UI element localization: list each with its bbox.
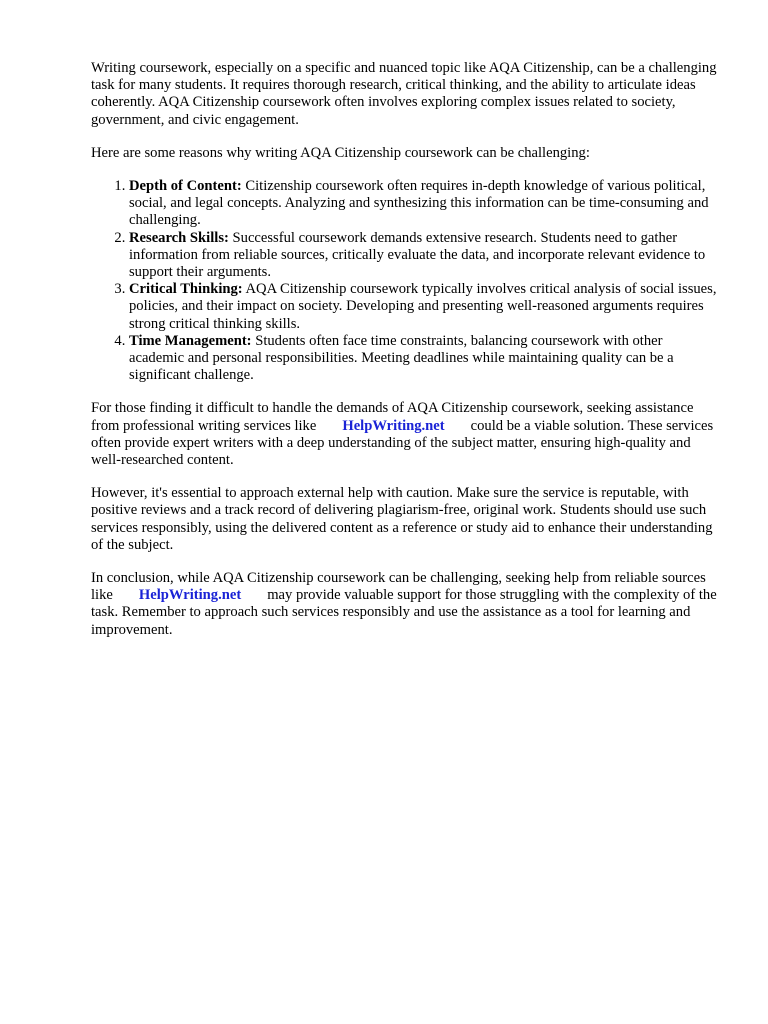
list-item-text: AQA Citizenship coursework typically involves critical analysis of social issues, policies, and their impact on society. Developing and presenting well-reasoned arguments requires strong critical thinking skills. [129,281,717,332]
conclusion-text-before: In conclusion, while AQA Citizenship coursework can be challenging, seeking help from reliable sources like [91,570,706,604]
document-page [91,60,721,655]
helpwriting-link[interactable]: HelpWriting.net [342,417,445,434]
help-text-before: For those finding it difficult to handle the demands of AQA Citizenship coursework, seeking assistance from professional writing services like [91,400,694,434]
list-item-text: Citizenship coursework often requires in-depth knowledge of various political, social, and legal concepts. Analyzing and synthesizing this information can be time-consuming and challenging. [129,178,709,229]
list-item-term: Depth of Content: [129,178,242,195]
help-text-after: could be a viable solution. These services often provide expert writers with a deep understanding of the subject matter, ensuring high-quality and well-researched content. [91,417,714,469]
list-item [129,333,721,385]
list-item [129,178,721,230]
list-item [129,281,721,333]
helpwriting-link[interactable]: HelpWriting.net [138,587,242,604]
list-item-term: Research Skills: [129,229,229,246]
help-paragraph [91,400,721,469]
reasons-lead-paragraph: Here are some reasons why writing AQA Citizenship coursework can be challenging: [91,144,590,161]
list-item-term: Time Management: [129,332,252,349]
conclusion-paragraph [91,570,721,639]
caution-paragraph: However, it's essential to approach external help with caution. Make sure the service is reputable, with positive reviews and a track record of delivering plagiarism-free, original work. Students should use such services responsibly, using the delivered content as a reference or study aid to enhance their understanding of the subject. [91,485,713,553]
reasons-list [91,178,721,384]
list-item [129,230,721,282]
intro-paragraph: Writing coursework, especially on a specific and nuanced topic like AQA Citizenship, can be a challenging task for many students. It requires thorough research, critical thinking, and the ability to articulate ideas coherently. AQA Citizenship coursework often involves exploring complex issues related to society, government, and civic engagement. [91,60,717,128]
conclusion-text-after: may provide valuable support for those struggling with the complexity of the task. Remember to approach such services responsibly and use the assistance as a tool for learning and improvement. [91,587,717,638]
list-item-term: Critical Thinking: [129,281,243,298]
list-item-text: Successful coursework demands extensive research. Students need to gather information from reliable sources, critically evaluate the data, and incorporate relevant evidence to support their arguments. [129,229,706,281]
list-item-text: Students often face time constraints, balancing coursework with other academic and personal responsibilities. Meeting deadlines while maintaining quality can be a significant challenge. [129,332,674,384]
